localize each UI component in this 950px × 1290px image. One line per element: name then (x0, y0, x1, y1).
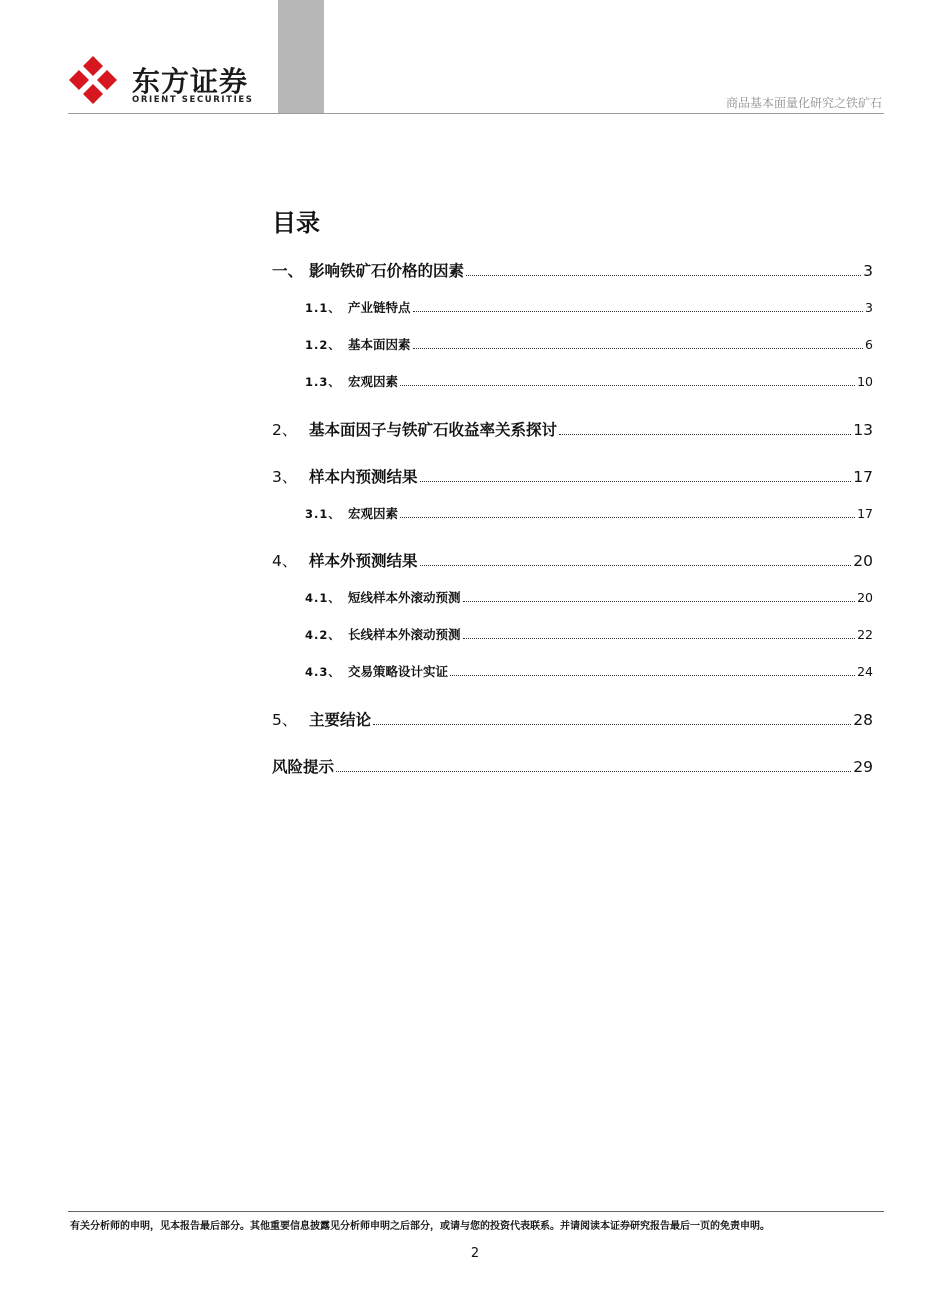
orient-securities-logo-icon (67, 54, 119, 106)
toc-entry-label: 基本面因素 (348, 337, 411, 352)
toc-entry-label: 影响铁矿石价格的因素 (309, 262, 465, 280)
logo-english-name: ORIENT SECURITIES (132, 95, 254, 105)
toc-entry-label: 长线样本外滚动预测 (348, 627, 461, 642)
toc-dot-leader (450, 675, 855, 676)
toc-entry-page: 3 (863, 262, 873, 280)
footer-divider (68, 1211, 884, 1212)
toc-entry[interactable] (272, 708, 873, 730)
toc-entry-number: 1.1、 (305, 301, 341, 315)
toc-entry-page: 20 (857, 590, 873, 605)
toc-dot-leader (336, 771, 851, 772)
toc-entry-label: 短线样本外滚动预测 (348, 590, 461, 605)
footer-disclaimer: 有关分析师的申明，见本报告最后部分。其他重要信息披露见分析师申明之后部分，或请与您的投资代表联系。并请阅读本证券研究报告最后一页的免责申明。 (70, 1221, 770, 1232)
toc-entry-label: 风险提示 (272, 758, 335, 776)
toc-entry[interactable] (305, 504, 873, 522)
logo-chinese-name: 东方证券 (132, 65, 249, 98)
toc-entry-label: 样本外预测结果 (309, 552, 418, 570)
toc-entry-page: 6 (865, 337, 873, 352)
toc-entry-label: 基本面因子与铁矿石收益率关系探讨 (309, 421, 558, 439)
toc-entry-number: 一、 (272, 262, 304, 280)
toc-entry[interactable] (305, 372, 873, 390)
toc-entry-label: 主要结论 (309, 711, 372, 729)
toc-dot-leader (463, 638, 856, 639)
toc-dot-leader (466, 275, 861, 276)
page-header (0, 0, 950, 116)
toc-dot-leader (559, 434, 851, 435)
toc-entry-label: 交易策略设计实证 (348, 664, 449, 679)
toc-entry-label: 宏观因素 (348, 374, 399, 389)
toc-entry-page: 10 (857, 374, 873, 389)
toc-entry[interactable] (305, 335, 873, 353)
toc-dot-leader (373, 724, 851, 725)
toc-entry[interactable] (305, 298, 873, 316)
toc-entry-label: 宏观因素 (348, 506, 399, 521)
toc-dot-leader (420, 481, 852, 482)
toc-entry-page: 3 (865, 300, 873, 315)
toc-dot-leader (413, 348, 864, 349)
toc-entry-page: 17 (853, 468, 873, 486)
toc-entry-number: 4.3、 (305, 665, 341, 679)
toc-entry-number: 4、 (272, 552, 298, 570)
header-divider (68, 113, 884, 114)
toc-entry-page: 29 (853, 758, 873, 776)
toc-entry-label: 产业链特点 (348, 300, 411, 315)
toc-entry[interactable] (272, 259, 873, 281)
toc-entry-number: 1.3、 (305, 375, 341, 389)
toc-entry-number: 4.1、 (305, 591, 341, 605)
page-number: 2 (470, 1246, 480, 1261)
toc-entry-page: 22 (857, 627, 873, 642)
toc-entry[interactable] (272, 755, 873, 777)
toc-dot-leader (413, 311, 864, 312)
toc-entry-page: 24 (857, 664, 873, 679)
toc-dot-leader (400, 517, 855, 518)
toc-entry[interactable] (272, 549, 873, 571)
toc-entry-page: 28 (853, 711, 873, 729)
toc-entry-number: 5、 (272, 711, 298, 729)
toc-entry[interactable] (305, 662, 873, 680)
toc-entry[interactable] (305, 588, 873, 606)
toc-entry-number: 2、 (272, 421, 298, 439)
toc-entry-page: 20 (853, 552, 873, 570)
toc-entry[interactable] (272, 418, 873, 440)
toc-entry-number: 1.2、 (305, 338, 341, 352)
toc-entry-number: 3、 (272, 468, 298, 486)
toc-heading: 目录 (272, 209, 320, 237)
toc-dot-leader (463, 601, 856, 602)
toc-entry-page: 13 (853, 421, 873, 439)
toc-entry-number: 4.2、 (305, 628, 341, 642)
toc-dot-leader (420, 565, 852, 566)
report-series-title: 商品基本面量化研究之铁矿石 (725, 96, 882, 110)
toc-dot-leader (400, 385, 855, 386)
toc-entry-page: 17 (857, 506, 873, 521)
toc-entry[interactable] (305, 625, 873, 643)
toc-entry[interactable] (272, 465, 873, 487)
header-gray-band (278, 0, 324, 113)
toc-entry-number: 3.1、 (305, 507, 341, 521)
toc-entry-label: 样本内预测结果 (309, 468, 418, 486)
